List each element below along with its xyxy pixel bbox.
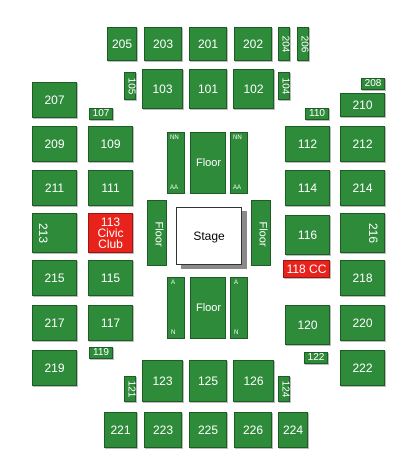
section-218[interactable]: 218 [340, 260, 385, 296]
section-104[interactable] [278, 72, 290, 100]
row-label-n-right: N [234, 330, 239, 336]
floor-left[interactable] [147, 200, 167, 266]
section-123[interactable]: 123 [142, 360, 183, 402]
section-213[interactable] [32, 213, 77, 253]
section-219[interactable]: 219 [32, 350, 77, 386]
section-209[interactable]: 209 [32, 126, 77, 162]
section-110[interactable]: 110 [305, 108, 329, 120]
floor-right-label: Floor [256, 221, 269, 247]
section-102[interactable]: 102 [233, 69, 274, 109]
floor-upper-label: Floor [196, 157, 222, 169]
section-211[interactable]: 211 [32, 170, 77, 206]
section-212[interactable]: 212 [340, 126, 385, 162]
section-113-civic-club[interactable] [88, 213, 133, 253]
section-203[interactable]: 203 [144, 27, 182, 61]
section-112[interactable]: 112 [285, 126, 330, 162]
section-223[interactable]: 223 [144, 412, 182, 448]
section-101[interactable]: 101 [189, 69, 227, 109]
section-120[interactable]: 120 [285, 305, 330, 345]
floor-upper-center[interactable] [190, 132, 226, 194]
row-label-n-left: N [171, 330, 176, 336]
section-216[interactable] [340, 213, 385, 253]
section-217[interactable]: 217 [32, 305, 77, 341]
section-114[interactable]: 114 [285, 170, 330, 206]
row-label-nn-right: NN [233, 135, 242, 141]
section-226[interactable]: 226 [234, 412, 272, 448]
row-label-aa-right: AA [233, 185, 242, 191]
section-115[interactable]: 115 [88, 260, 133, 296]
section-104-label: 104 [279, 77, 290, 95]
row-label-a-left: A [171, 280, 176, 286]
section-210[interactable]: 210 [340, 93, 385, 117]
row-label-aa-left: AA [170, 185, 179, 191]
floor-lower-left[interactable] [167, 277, 185, 339]
section-125[interactable]: 125 [189, 360, 227, 402]
section-105[interactable] [124, 72, 136, 100]
section-109[interactable]: 109 [88, 126, 133, 162]
floor-lower-label: Floor [196, 302, 222, 314]
stage-label: Stage [193, 229, 225, 243]
section-204-label: 204 [279, 35, 290, 53]
floor-right[interactable] [251, 200, 271, 266]
floor-upper-right[interactable] [230, 132, 248, 194]
section-204[interactable] [278, 27, 290, 61]
civic-line-2: Civic [97, 225, 124, 240]
section-103[interactable]: 103 [142, 69, 183, 109]
floor-lower-center[interactable] [190, 277, 226, 339]
section-118-cc[interactable]: 118 CC [283, 260, 330, 278]
section-205[interactable]: 205 [107, 27, 137, 61]
section-206-label: 206 [298, 35, 309, 53]
section-117[interactable]: 117 [88, 305, 133, 341]
section-222[interactable]: 222 [340, 350, 385, 386]
section-124[interactable] [278, 376, 290, 402]
section-224[interactable]: 224 [278, 412, 308, 448]
section-213-label: 213 [36, 222, 51, 244]
section-107[interactable]: 107 [89, 108, 113, 120]
row-label-a-right: A [234, 280, 239, 286]
floor-lower-right[interactable] [230, 277, 248, 339]
section-208[interactable]: 208 [361, 78, 385, 90]
section-119[interactable]: 119 [89, 347, 113, 359]
section-126[interactable]: 126 [233, 360, 274, 402]
section-221[interactable]: 221 [104, 412, 137, 448]
civic-line-3: Club [98, 236, 123, 251]
section-215[interactable]: 215 [32, 260, 77, 296]
section-225[interactable]: 225 [189, 412, 227, 448]
floor-upper-left[interactable] [167, 132, 185, 194]
section-105-label: 105 [125, 77, 136, 95]
section-122[interactable]: 122 [304, 352, 328, 364]
section-202[interactable]: 202 [234, 27, 272, 61]
floor-left-label: Floor [152, 221, 165, 247]
section-124-label: 124 [279, 380, 290, 398]
section-201[interactable]: 201 [189, 27, 227, 61]
section-220[interactable]: 220 [340, 305, 385, 341]
civic-line-1: 113 [100, 214, 121, 229]
section-116[interactable]: 116 [285, 215, 330, 255]
stage [176, 207, 242, 265]
section-206[interactable] [297, 27, 309, 61]
section-207[interactable]: 207 [32, 82, 77, 118]
section-121-label: 121 [125, 380, 136, 398]
section-216-label: 216 [366, 222, 381, 244]
section-214[interactable]: 214 [340, 170, 385, 206]
section-121[interactable] [124, 376, 136, 402]
section-111[interactable]: 111 [88, 170, 133, 206]
row-label-nn-left: NN [170, 135, 179, 141]
